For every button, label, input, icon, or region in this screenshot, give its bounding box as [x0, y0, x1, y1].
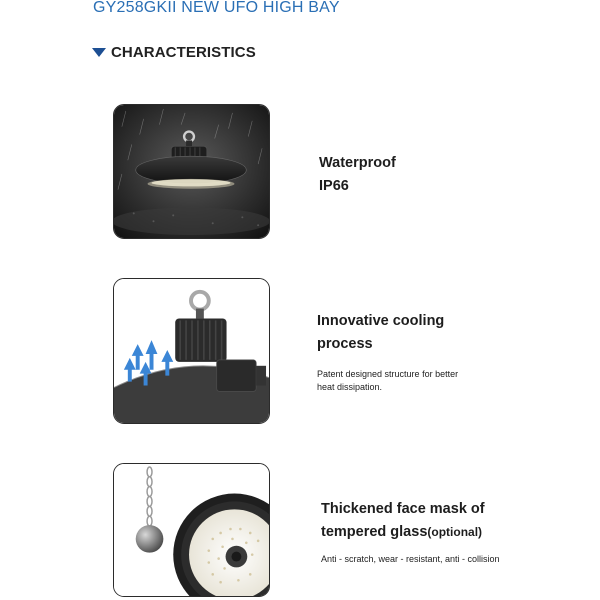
description-line2: heat dissipation. — [317, 382, 383, 392]
description-line1: Anti - scratch, wear - resistant, anti - collision — [321, 554, 500, 564]
feature-title-tempered-glass — [321, 498, 485, 544]
feature-title-line1: Thickened face mask of — [321, 501, 485, 517]
feature-title-suffix: (optional) — [427, 525, 483, 539]
section-title: CHARACTERISTICS — [111, 43, 256, 61]
page-title: GY258GKII NEW UFO HIGH BAY — [93, 0, 340, 16]
feature-description-cooling — [317, 368, 458, 394]
section-heading — [92, 43, 256, 61]
cooling-image — [113, 278, 270, 424]
feature-title-cooling — [317, 310, 444, 356]
feature-title-line1: Innovative cooling — [317, 313, 445, 329]
tempered-glass-image — [113, 463, 270, 597]
triangle-down-icon — [92, 48, 106, 57]
feature-description-tempered-glass — [321, 553, 500, 566]
feature-title-line1: Waterproof — [319, 155, 396, 171]
waterproof-image — [113, 104, 270, 239]
feature-title-waterproof — [319, 152, 396, 198]
feature-title-line2: IP66 — [319, 178, 349, 194]
feature-title-line2: tempered glass — [321, 524, 428, 540]
feature-title-line2-wrap — [321, 521, 485, 544]
description-line1: Patent designed structure for better — [317, 369, 459, 379]
feature-title-line2: process — [317, 336, 373, 352]
